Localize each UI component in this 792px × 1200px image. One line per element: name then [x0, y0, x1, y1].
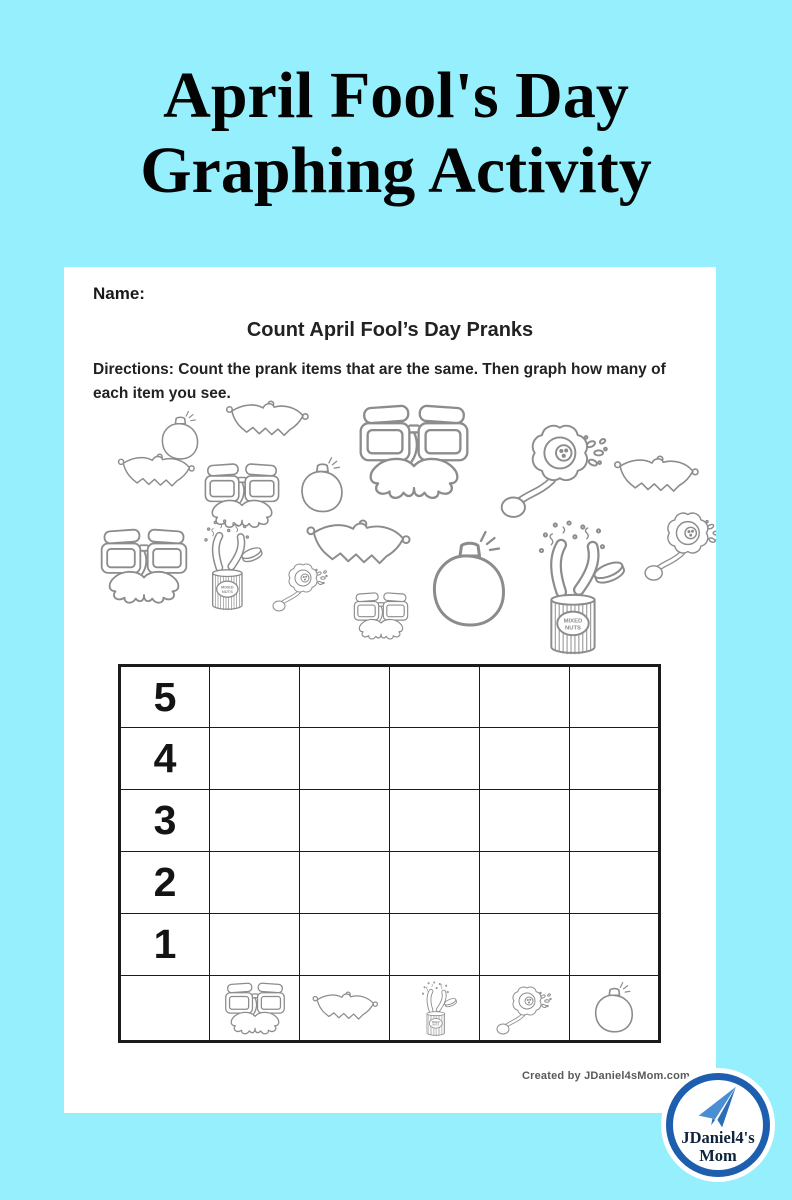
squirt-flower-drawing: [638, 503, 716, 583]
graph-cell: [480, 728, 570, 790]
groucho-glasses-icon: [223, 980, 287, 1036]
directions-text: Directions: Count the prank items that are the same. Then graph how many of each item you see.: [93, 361, 666, 403]
graph-cell: [570, 790, 660, 852]
graph-cell: [390, 666, 480, 728]
graph-cell: [570, 852, 660, 914]
item-icon-bomb: [570, 976, 660, 1042]
credit-text: Created by JDaniel4sMom.com: [521, 1070, 690, 1082]
graph-cell: [300, 914, 390, 976]
nuts-can-drawing: [512, 517, 630, 657]
logo-text: [681, 1129, 754, 1164]
poster-title-line1: April Fool's Day: [163, 59, 629, 132]
nuts-can-drawing: [186, 517, 266, 612]
graph-cell: [390, 728, 480, 790]
graph-cell: [210, 728, 300, 790]
graph-corner-cell: [120, 976, 210, 1042]
bomb-drawing: [296, 456, 348, 515]
graph-row-3: [120, 790, 660, 852]
row-label-1: 1: [120, 914, 210, 976]
jester-hat-drawing: [224, 400, 310, 444]
graph-cell: [480, 790, 570, 852]
bomb-drawing: [424, 529, 514, 631]
groucho-glasses-drawing: [356, 400, 472, 502]
graph-cell: [570, 728, 660, 790]
graph-table: [118, 664, 661, 1043]
row-label-4: 4: [120, 728, 210, 790]
graph-cell: [300, 790, 390, 852]
row-label-5: 5: [120, 666, 210, 728]
graph-cell: [390, 914, 480, 976]
row-label-2: 2: [120, 852, 210, 914]
poster-title: [0, 58, 792, 208]
nuts-can-icon: [411, 980, 459, 1037]
item-icon-groucho-glasses: [210, 976, 300, 1042]
groucho-glasses-drawing: [352, 590, 410, 641]
graph-cell: [390, 852, 480, 914]
paper-airplane-icon: [695, 1084, 741, 1128]
graph-cell: [210, 790, 300, 852]
graph-row-5: [120, 666, 660, 728]
graph-cell: [570, 666, 660, 728]
graph-cell: [480, 914, 570, 976]
graph-cell: [480, 852, 570, 914]
graph-cell: [300, 666, 390, 728]
squirt-flower-icon: [492, 980, 558, 1036]
bomb-icon: [590, 981, 638, 1035]
logo-text-line1: JDaniel4's: [681, 1128, 755, 1148]
graph-cell: [210, 852, 300, 914]
graph-row-2: [120, 852, 660, 914]
row-label-3: 3: [120, 790, 210, 852]
graph-cell: [300, 852, 390, 914]
graph-cell: [300, 728, 390, 790]
poster-title-line2: Graphing Activity: [140, 134, 652, 208]
squirt-flower-drawing: [492, 412, 620, 521]
graph-row-4: [120, 728, 660, 790]
item-icon-squirt-flower: [480, 976, 570, 1042]
jester-hat-drawing: [612, 455, 700, 500]
jester-hat-drawing: [116, 453, 196, 494]
graph-icon-row: [120, 976, 660, 1042]
jester-hat-drawing: [304, 519, 412, 574]
worksheet-title: Count April Fool’s Day Pranks: [246, 319, 534, 341]
name-label: Name:: [93, 284, 145, 303]
graph-row-1: [120, 914, 660, 976]
logo-text-line2: Mom: [699, 1145, 737, 1165]
jester-hat-icon: [311, 991, 379, 1026]
worksheet: [64, 267, 716, 1113]
graph-cell: [210, 914, 300, 976]
item-icon-jester-hat: [300, 976, 390, 1042]
logo: [666, 1073, 770, 1177]
groucho-glasses-drawing: [98, 525, 190, 606]
graph-cell: [210, 666, 300, 728]
item-icon-nuts-can: [390, 976, 480, 1042]
graph-cell: [480, 666, 570, 728]
graph-cell: [390, 790, 480, 852]
graph-cell: [570, 914, 660, 976]
